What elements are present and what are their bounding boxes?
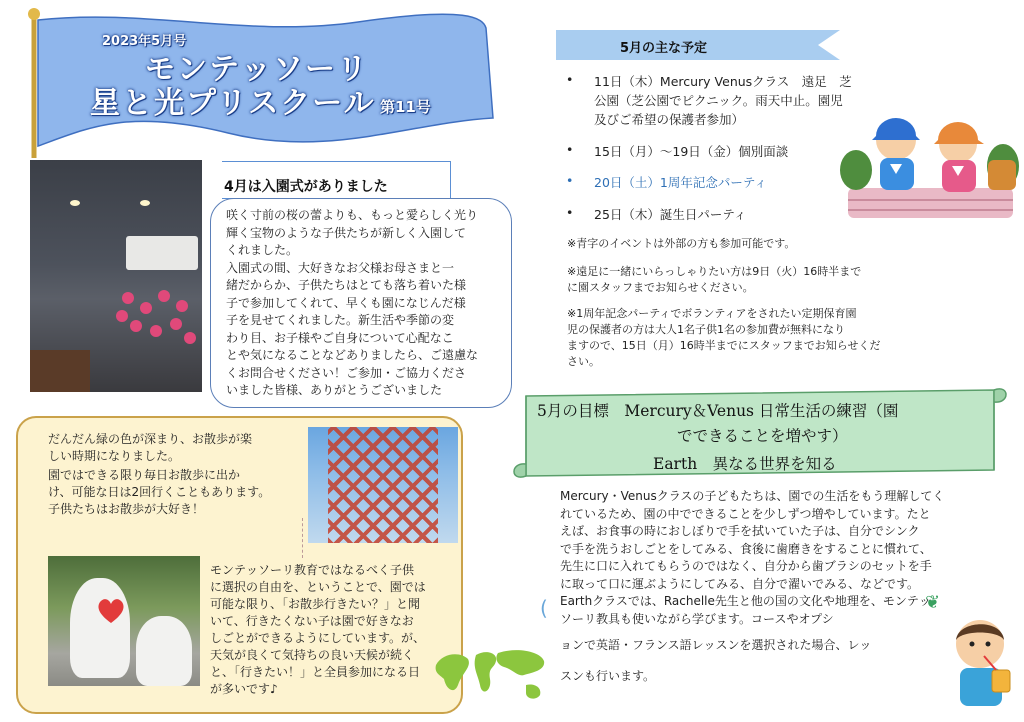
- carp-streamers-photo: [308, 427, 458, 543]
- earth-description-2: ョンで英語・フランス語レッスンを選択された場合、レッ: [560, 638, 872, 652]
- issue-number: 第11号: [380, 98, 431, 116]
- walk-paragraph-2: 園ではできる限り毎日お散歩に出か け、可能な日は2回行くこともあります。 子供たちはお散歩が大好き！: [48, 468, 271, 516]
- schedule-item-4: 25日（木）誕生日パーティ: [594, 207, 747, 222]
- schedule-note-2: ※遠足に一緒にいらっしゃりたい方は9日（火）16時半まで に園スタッフまでお知らせください。: [567, 265, 862, 294]
- leaf-decoration-icon: ❦: [925, 592, 941, 613]
- goal-line-2: でできることを増やす）: [677, 427, 848, 445]
- walk-paragraph-3: モンテッソーリ教育ではなるべく子供 に選択の自由を、ということで、園では 可能な限り、「お散歩行きたい？」と聞 いて、行きたくない子は園で好きなお しごとができるようにしています。が、 天気が良くて気持ちの良い天候が続く と、「行きたい！」と全員参加になる日 が多いです♪: [210, 563, 426, 696]
- world-map-icon: [432, 645, 550, 707]
- banner-title-line1: モンテッソーリ: [145, 52, 369, 87]
- goal-line-1: 5月の目標 Mercury＆Venus 日常生活の練習（園: [537, 402, 899, 420]
- banner-title-line2: 星と光プリスクール: [90, 86, 376, 121]
- earth-description-3: スンも行います。: [560, 669, 656, 683]
- bullet-icon: •: [566, 173, 574, 188]
- heart-icon: [96, 596, 126, 626]
- classroom-photo: [30, 160, 202, 392]
- mercury-venus-description: Mercury・Venusクラスの子どもたちは、園での生活をもう理解してく れているため、園の中でできることを少しずつ増やしています。たと えば、お食事の時におしぼりで手を拭いていた子は、自分でシンク で手を洗うおしごとをしてみる、食後に歯磨きをすることに慣れて、 先生に口に入れてもらうのではなく、自分から歯ブラシのセットを手 に取って口に運ぶようにしてみる、自分で濯いでみる、などです。: [560, 489, 945, 591]
- schedule-item-2: 15日（月）～19日（金）個別面談: [594, 144, 789, 159]
- picnic-kids-illustration: [838, 100, 1020, 225]
- schedule-title: 5月の主な予定: [620, 41, 708, 56]
- walk-paragraph-1: だんだん緑の色が深まり、お散歩が楽 しい時期になりました。: [48, 432, 253, 463]
- boy-drinking-illustration: [948, 612, 1018, 707]
- schedule-item-1: 11日（木）Mercury Venusクラス 遠足 芝 公園（芝公園でピクニック。雨天中止。園児 及びご希望の保護者参加）: [594, 74, 852, 127]
- april-section-title: 4月は入園式がありました: [224, 179, 388, 195]
- earth-description-1: Earthクラスでは、Rachelle先生と他の国の文化や地理を、モンテッ ソーリ教具も使いながら学びます。コースやオプシ: [560, 594, 931, 626]
- issue-date: 2023年5月号: [102, 34, 187, 49]
- april-section-text: 咲く寸前の桜の蕾よりも、もっと愛らしく光り 輝く宝物のような子供たちが新しく入園して くれました。 入園式の間、大好きなお父様お母さまと一 緒だからか、子供たちはとても落ち着いた様 子で参加してくれて、早くも園になじんだ様 子を見せてくれました。新生活や季節の変 わり目、お子様やご自身について心配なこ とや気になることなどありましたら、ご遠慮な くお問合せください！ご参加・ご協力くださ いました皆様、ありがとうございました: [226, 208, 479, 397]
- schedule-item-3: 20日（土）1周年記念パーティ: [594, 175, 767, 190]
- goal-line-3: Earth 異なる世界を知る: [653, 455, 837, 473]
- bullet-icon: •: [566, 142, 574, 157]
- schedule-note-1: ※青字のイベントは外部の方も参加可能です。: [567, 237, 796, 250]
- dotted-divider: [302, 518, 304, 558]
- parenthesis-decoration-icon: (: [540, 596, 548, 620]
- children-outdoors-photo: [48, 556, 200, 686]
- bullet-icon: •: [566, 72, 574, 87]
- schedule-note-3: ※1周年記念パーティでボランティアをされたい定期保育園 児の保護者の方は大人1名子供1名の参加費が無料になり ますので、15日（月）16時半までにスタッフまでお知らせくだ さい。: [567, 307, 881, 368]
- bullet-icon: •: [566, 205, 574, 220]
